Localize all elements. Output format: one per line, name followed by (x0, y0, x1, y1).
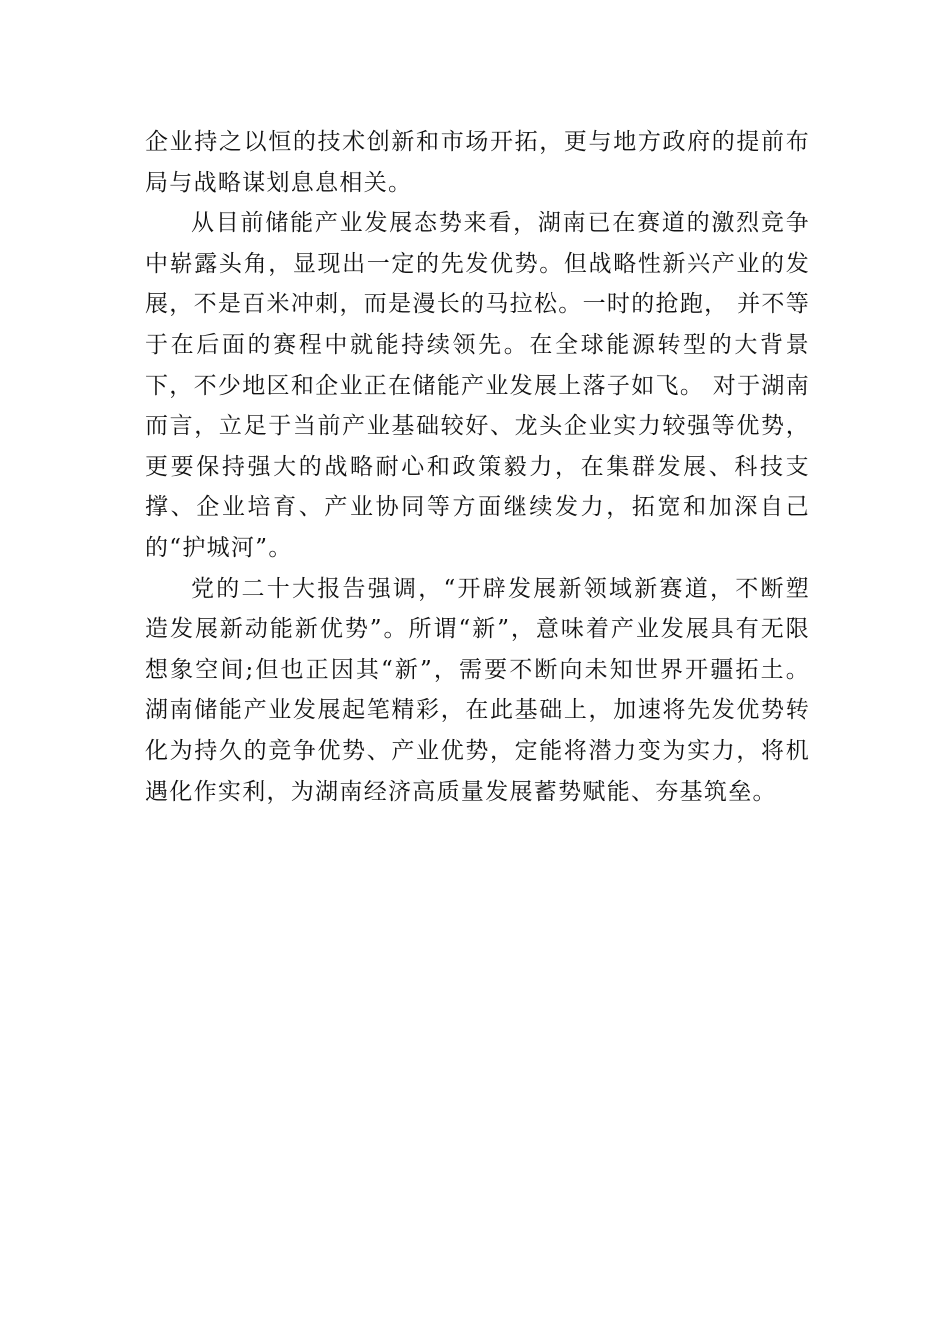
paragraph-party-report: 党的二十大报告强调，“开辟发展新领域新赛道，不断塑造发展新动能新优势”。所谓“新”，意味着产业发展具有无限想象空间;但也正因其“新”，需要不断向未知世界开疆拓土。湖南储能产业发展起笔精彩，在此基础上，加速将先发优势转化为持久的竞争优势、产业优势，定能将潜力变为实力，将机遇化作实利，为湖南经济高质量发展蓄势赋能、夯基筑垒。 (145, 575, 810, 805)
paragraph-industry-status: 从目前储能产业发展态势来看，湖南已在赛道的激烈竞争中崭露头角，显现出一定的先发优势。但战略性新兴产业的发展，不是百米冲刺，而是漫长的马拉松。一时的抢跑， 并不等于在后面的赛程中就能持续领先。在全球能源转型的大背景下，不少地区和企业正在储能产业发展上落子如飞。 对于湖南而言，立足于当前产业基础较好、龙头企业实力较强等优势，更要保持强大的战略耐心和政策毅力，在集群发展、科技支撑、企业培育、产业协同等方面继续发力，拓宽和加深自己的“护城河”。 (145, 210, 810, 561)
paragraph-continuation: 企业持之以恒的技术创新和市场开拓，更与地方政府的提前布局与战略谋划息息相关。 (145, 129, 810, 196)
document-body (145, 122, 810, 812)
